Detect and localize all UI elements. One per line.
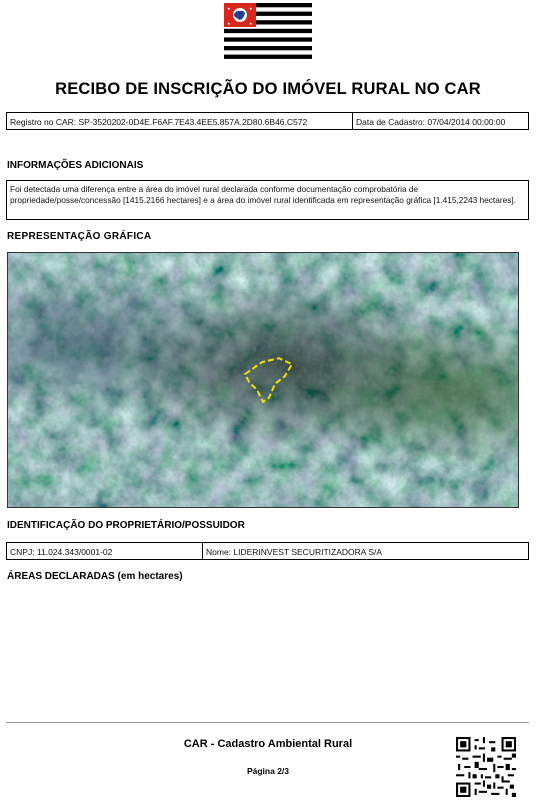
document-title: RECIBO DE INSCRIÇÃO DO IMÓVEL RURAL NO CAR: [55, 80, 481, 98]
sao-paulo-flag-logo: [224, 3, 312, 61]
proprietario-row: [6, 542, 529, 560]
registro-car-field: Registro no CAR: SP-3520202-0D4E.F6AF.7E43.4EE5.857A.2D80.6B46.C572: [7, 113, 353, 129]
qr-code-icon: [456, 737, 516, 797]
page-number: Página 2/3: [246, 766, 290, 776]
informacoes-heading: INFORMAÇÕES ADICIONAIS: [7, 160, 144, 171]
data-cadastro-field: Data de Cadastro: 07/04/2014 00:00:00: [356, 117, 506, 127]
areas-heading: ÁREAS DECLARADAS (em hectares): [7, 571, 183, 582]
cnpj-field: CNPJ: 11.024.343/0001-02: [7, 543, 203, 559]
representacao-heading: REPRESENTAÇÃO GRÁFICA: [7, 231, 152, 242]
footer-title: CAR - Cadastro Ambiental Rural: [183, 738, 353, 750]
satellite-map-image: [7, 252, 519, 508]
svg-text:★: ★: [249, 6, 253, 11]
nome-field: Nome: LIDERINVEST SECURITIZADORA S/A: [206, 547, 383, 557]
svg-text:★: ★: [227, 21, 231, 26]
footer-divider: [6, 722, 529, 723]
svg-text:★: ★: [227, 6, 231, 11]
registro-row: [6, 112, 529, 130]
informacoes-text: Foi detectada uma diferença entre a área do imóvel rural declarada conforme documentação comprobatória de propriedade/posse/concessão [1415.2166 hectares] e a área do imóvel rural identificada em representação gráfica [1.415,2243 hectares].: [6, 180, 529, 220]
proprietario-heading: IDENTIFICAÇÃO DO PROPRIETÁRIO/POSSUIDOR: [7, 520, 245, 531]
svg-text:★: ★: [249, 21, 253, 26]
